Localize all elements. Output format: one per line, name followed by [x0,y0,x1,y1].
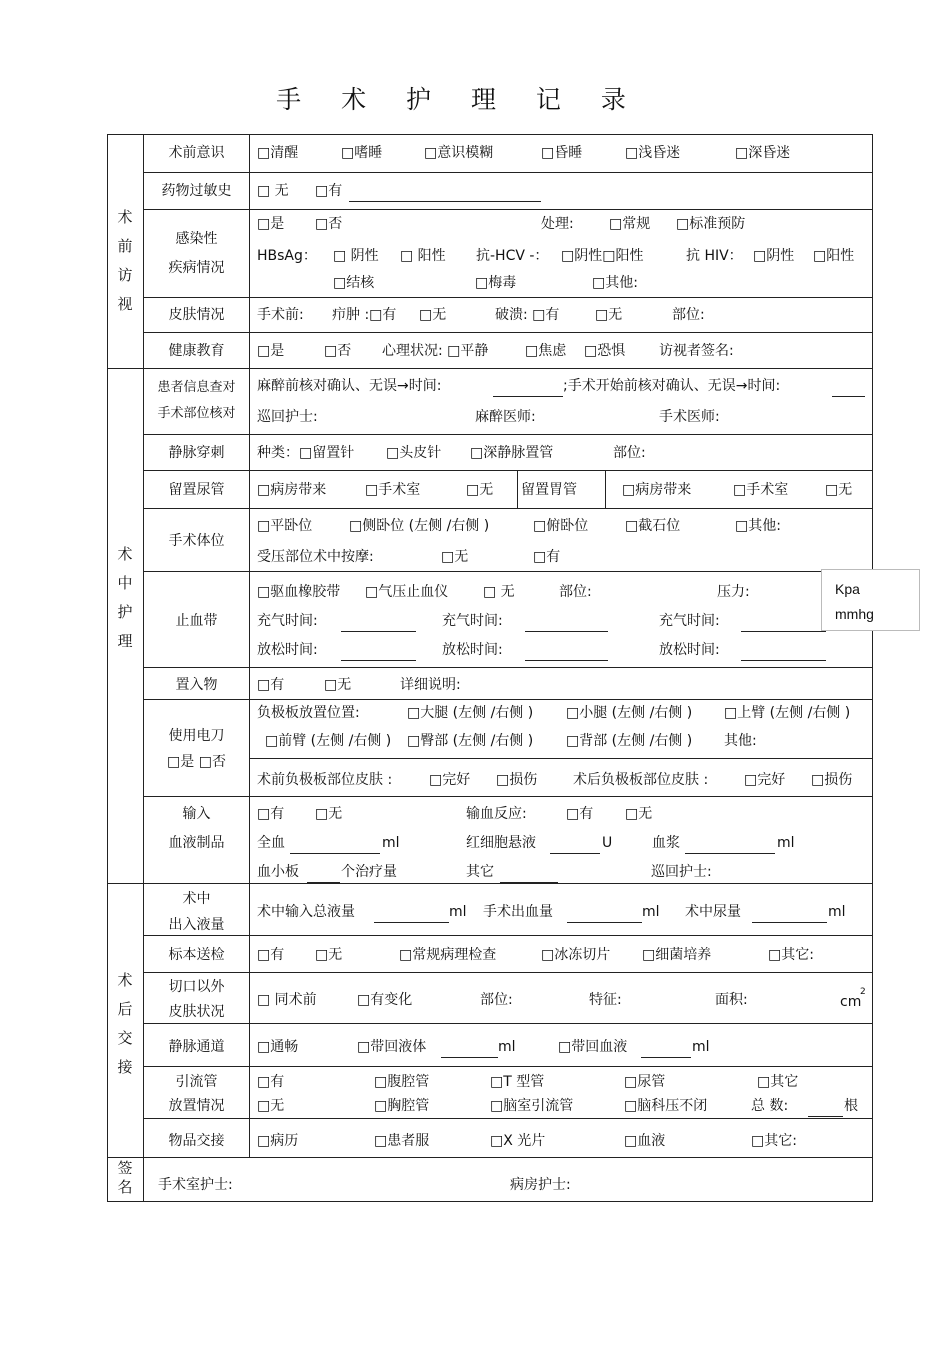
opt-deep-coma[interactable]: □深昏迷 [735,145,791,161]
opt-massage-no[interactable]: □无 [441,549,469,565]
opt-deep-vein[interactable]: □深静脉置管 [470,445,554,461]
label-stomach-tube: 留置胃管 [521,482,577,498]
opt-frozen-section[interactable]: □冰冻切片 [541,947,611,963]
label-pressure-massage: 受压部位术中按摩: [257,549,374,565]
opt-same-as-pre[interactable]: □ 同术前 [257,992,317,1008]
blood-other-blank[interactable] [500,868,558,883]
label-drain: 引流管 [175,1074,218,1090]
label-rbc: 红细胞悬液 [466,835,536,851]
opt-buttock[interactable]: □臀部 (左侧 /右侧 ) [407,733,534,749]
opt-drain-yes[interactable]: □有 [257,1074,285,1090]
section-post-op: 术后交接 [117,971,133,1076]
pre-surgery-time-blank[interactable] [832,382,865,397]
label-electrotome: 使用电刀 [168,728,225,744]
opt-calm[interactable]: 心理状况: □平静 [382,343,489,359]
opt-tb[interactable]: □结核 [333,275,375,291]
opt-cath-none[interactable]: □无 [466,482,494,498]
opt-thigh[interactable]: □大腿 (左侧 /右侧 ) [407,705,534,721]
opt-syphilis[interactable]: □梅毒 [475,275,517,291]
section-intra-op: 术中护理 [117,545,133,650]
opt-position-other[interactable]: □其他: [735,518,781,534]
opt-indwelling-needle[interactable]: 种类：□留置针 [257,445,355,461]
label-implant-detail: 详细说明: [400,677,461,693]
label-iv-puncture: 静脉穿刺 [168,445,225,461]
opt-edu-no[interactable]: □否 [324,343,352,359]
label-release-2: 放松时间: [442,642,503,658]
label-surgeon: 手术医师: [659,409,720,425]
opt-changed[interactable]: □有变化 [357,992,413,1008]
unit-superscript: 2 [860,987,866,997]
inflate-2-blank[interactable] [525,617,608,632]
opt-light-coma[interactable]: □浅昏迷 [625,145,681,161]
opt-confused[interactable]: □意识模糊 [424,145,494,161]
opt-tourniquet-none[interactable]: □ 无 [483,584,515,600]
label-pre-plate-skin: 术前负极板部位皮肤 : [257,772,393,788]
inflate-1-blank[interactable] [341,617,416,632]
label-drain-2: 放置情况 [168,1098,225,1114]
label-post-plate-skin: 术后负极板部位皮肤 : [573,772,709,788]
opt-ventricular-drain[interactable]: □脑室引流管 [490,1098,574,1114]
label-tourniquet-site: 部位: [559,584,592,600]
unit-fluid: ml [498,1039,516,1055]
release-1-blank[interactable] [341,646,416,661]
label-pre-surgery-check: ;手术开始前核对确认、无误→时间: [563,378,781,394]
label-infection: 感染性 [175,231,218,247]
label-pressure: 压力: [717,584,750,600]
rbc-blank[interactable] [550,839,600,854]
opt-implant-no[interactable]: □无 [324,677,352,693]
opt-blood[interactable]: □血液 [624,1133,666,1149]
opt-transfusion-no[interactable]: □无 [315,806,343,822]
opt-furuncle-yes[interactable]: 疖肿 :□有 [332,307,397,323]
opt-ulcer-no[interactable]: □无 [595,307,623,323]
opt-reaction-no[interactable]: □无 [625,806,653,822]
opt-upper-arm[interactable]: □上臂 (左侧 /右侧 ) [724,705,851,721]
allergy-blank[interactable] [349,187,541,202]
label-skin: 皮肤情况 [168,307,225,323]
opt-tube-ward[interactable]: □病房带来 [622,482,692,498]
label-incision-site: 部位: [480,992,513,1008]
opt-routine[interactable]: □常规 [609,216,651,232]
opt-infection-no[interactable]: □否 [315,216,343,232]
unit-whole-blood: ml [382,835,400,851]
opt-patent[interactable]: □通畅 [257,1039,299,1055]
opt-hiv-neg[interactable]: □阴性 [753,248,795,264]
fluid-returned-blank[interactable] [441,1043,498,1058]
opt-post-intact[interactable]: □完好 [744,772,786,788]
label-treatment: 处理: [541,216,574,232]
label-check-1: 患者信息查对 [157,380,236,395]
unit-platelet: 个治疗量 [341,864,397,880]
opt-chest-drain[interactable]: □胸腔管 [374,1098,430,1114]
inflate-3-blank[interactable] [741,617,826,632]
unit-plasma: ml [777,835,795,851]
opt-hbsag-pos[interactable]: □ 阳性 [400,248,446,264]
opt-bacterial-culture[interactable]: □细菌培养 [642,947,712,963]
unit-rbc: U [602,835,613,851]
label-drain-total: 总 数: [751,1098,789,1114]
label-intake-output-2: 出入液量 [168,917,225,933]
release-2-blank[interactable] [525,646,608,661]
opt-cath-ward[interactable]: □病房带来 [257,482,327,498]
opt-drain-other[interactable]: □其它 [757,1074,799,1090]
label-visitor-sign: 访视者签名: [659,343,734,359]
opt-back[interactable]: □背部 (左侧 /右侧 ) [566,733,693,749]
label-hiv: 抗 HIV： [686,248,743,264]
label-tourniquet: 止血带 [175,613,218,629]
unit-kpa: Kpa [835,581,860,597]
opt-reaction-yes[interactable]: □有 [566,806,594,822]
nursing-record-form [107,134,873,1202]
blood-loss-blank[interactable] [567,908,642,923]
opt-prone[interactable]: □俯卧位 [533,518,589,534]
label-release-1: 放松时间: [257,642,318,658]
label-platelet: 血小板 [257,864,299,880]
label-pre-op: 手术前: [257,307,304,323]
opt-stupor[interactable]: □昏睡 [541,145,583,161]
label-anesthesiologist: 麻醉医师: [475,409,536,425]
label-consciousness: 术前意识 [168,145,225,161]
opt-clear[interactable]: □清醒 [257,145,299,161]
opt-calf[interactable]: □小腿 (左侧 /右侧 ) [566,705,693,721]
label-education: 健康教育 [168,343,225,359]
opt-infection-other[interactable]: □其他: [592,275,638,291]
pressure-unit-box [821,569,920,631]
unit-blood-loss: ml [642,904,660,920]
unit-cm: cm [840,994,862,1010]
opt-furuncle-no[interactable]: □无 [419,307,447,323]
urine-blank[interactable] [752,908,827,923]
label-blood-loss: 手术出血量 [483,904,553,920]
opt-pathology[interactable]: □常规病理检查 [399,947,497,963]
label-incision-skin-2: 皮肤状况 [168,1004,225,1020]
opt-allergy-yes[interactable]: □有 [315,183,343,199]
opt-supine[interactable]: □平卧位 [257,518,313,534]
label-inflate-3: 充气时间: [659,613,720,629]
label-transfusion-reaction: 输血反应: [466,806,527,822]
label-iv-site: 部位: [613,445,646,461]
opt-scalp-needle[interactable]: □头皮针 [386,445,442,461]
opt-cath-or[interactable]: □手术室 [365,482,421,498]
opt-urinary-tube[interactable]: □尿管 [624,1074,666,1090]
opt-t-tube[interactable]: □T 型管 [490,1074,545,1090]
label-whole-blood: 全血 [257,835,285,851]
pre-anesthesia-time-blank[interactable] [493,382,563,397]
label-plate-position: 负极板放置位置: [257,705,360,721]
section-signature: 签名 [117,1159,133,1196]
label-total-intake: 术中输入总液量 [257,904,355,920]
label-implant: 置入物 [175,677,218,693]
label-hbsag: HBsAg： [257,248,317,264]
opt-hbsag-neg[interactable]: □ 阴性 [333,248,379,264]
label-urine: 术中尿量 [685,904,741,920]
opt-edu-yes[interactable]: □是 [257,343,285,359]
opt-patient-clothes[interactable]: □患者服 [374,1133,430,1149]
drain-total-blank[interactable] [808,1102,843,1117]
opt-rubber-band[interactable]: □驱血橡胶带 [257,584,341,600]
opt-tube-none[interactable]: □无 [825,482,853,498]
opt-post-damaged[interactable]: □损伤 [811,772,853,788]
opt-hcv[interactable]: □阴性□阳性 [561,248,644,264]
label-release-3: 放松时间: [659,642,720,658]
opt-fluid-returned[interactable]: □带回液体 [357,1039,427,1055]
opt-specimen-no[interactable]: □无 [315,947,343,963]
label-intake-output: 术中 [182,891,211,907]
label-position: 手术体位 [168,533,225,549]
opt-transfusion-yes[interactable]: □有 [257,806,285,822]
opt-forearm[interactable]: □前臂 (左侧 /右侧 ) [265,733,392,749]
opt-xray[interactable]: □X 光片 [490,1133,546,1149]
opt-allergy-none[interactable]: □ 无 [257,183,289,199]
label-electrotome-options: □是 □否 [167,754,226,770]
label-pre-anesthesia-check: 麻醉前核对确认、无误→时间: [257,378,442,394]
label-inflate-2: 充气时间: [442,613,503,629]
plasma-blank[interactable] [685,839,775,854]
opt-standard-prevention[interactable]: □标准预防 [676,216,746,232]
opt-lateral[interactable]: □侧卧位 (左侧 /右侧 ) [349,518,490,534]
opt-hiv-pos[interactable]: □阳性 [813,248,855,264]
opt-specimen-yes[interactable]: □有 [257,947,285,963]
opt-pneumatic[interactable]: □气压止血仪 [365,584,449,600]
opt-tube-or[interactable]: □手术室 [733,482,789,498]
label-transfusion-2: 血液制品 [168,835,225,851]
label-feature: 特征: [589,992,622,1008]
opt-blood-returned[interactable]: □带回血液 [558,1039,628,1055]
unit-total-intake: ml [449,904,467,920]
unit-blood: ml [692,1039,710,1055]
label-specimen: 标本送检 [168,947,225,963]
opt-infection-yes[interactable]: □是 [257,216,285,232]
label-circulating-nurse: 巡回护士: [257,409,318,425]
label-transfusion-nurse: 巡回护士: [651,864,712,880]
opt-pre-intact[interactable]: □完好 [429,772,471,788]
opt-items-other[interactable]: □其它: [751,1133,797,1149]
opt-abdominal-drain[interactable]: □腹腔管 [374,1074,430,1090]
label-iv-access: 静脉通道 [168,1039,225,1055]
label-area: 面积: [715,992,748,1008]
section-pre-op: 术前访视 [117,208,133,313]
unit-urine: ml [828,904,846,920]
label-or-nurse: 手术室护士: [158,1177,233,1193]
label-inflate-1: 充气时间: [257,613,318,629]
opt-neuro-drain[interactable]: □脑科压不闭 [624,1098,708,1114]
label-incision-skin: 切口以外 [168,979,225,995]
label-hcv: 抗-HCV -： [476,248,549,264]
label-skin-site: 部位: [672,307,705,323]
whole-blood-blank[interactable] [290,839,380,854]
opt-pre-damaged[interactable]: □损伤 [496,772,538,788]
unit-mmhg: mmhg [835,606,874,622]
opt-medical-record[interactable]: □病历 [257,1133,299,1149]
label-infection-2: 疾病情况 [168,260,225,276]
opt-specimen-other[interactable]: □其它: [768,947,814,963]
label-items: 物品交接 [168,1133,225,1149]
release-3-blank[interactable] [741,646,826,661]
opt-fear[interactable]: □恐惧 [584,343,626,359]
label-catheter: 留置尿管 [168,482,225,498]
label-plate-other: 其他: [724,733,757,749]
blood-returned-blank[interactable] [641,1043,691,1058]
opt-drowsy[interactable]: □嗜睡 [341,145,383,161]
label-blood-other: 其它 [466,864,494,880]
label-allergy: 药物过敏史 [161,183,232,199]
opt-massage-yes[interactable]: □有 [533,549,561,565]
label-check-2: 手术部位核对 [157,406,236,421]
opt-implant-yes[interactable]: □有 [257,677,285,693]
page-title: 手 术 护 理 记 录 [276,85,642,114]
label-transfusion: 输入 [182,806,211,822]
total-intake-blank[interactable] [374,908,449,923]
opt-anxious[interactable]: □焦虑 [525,343,567,359]
opt-ulcer-yes[interactable]: 破溃: □有 [495,307,560,323]
opt-lithotomy[interactable]: □截石位 [625,518,681,534]
label-plasma: 血浆 [652,835,680,851]
unit-drain-count: 根 [844,1098,858,1114]
platelet-blank[interactable] [307,868,340,883]
opt-drain-no[interactable]: □无 [257,1098,285,1114]
label-ward-nurse: 病房护士: [510,1177,571,1193]
